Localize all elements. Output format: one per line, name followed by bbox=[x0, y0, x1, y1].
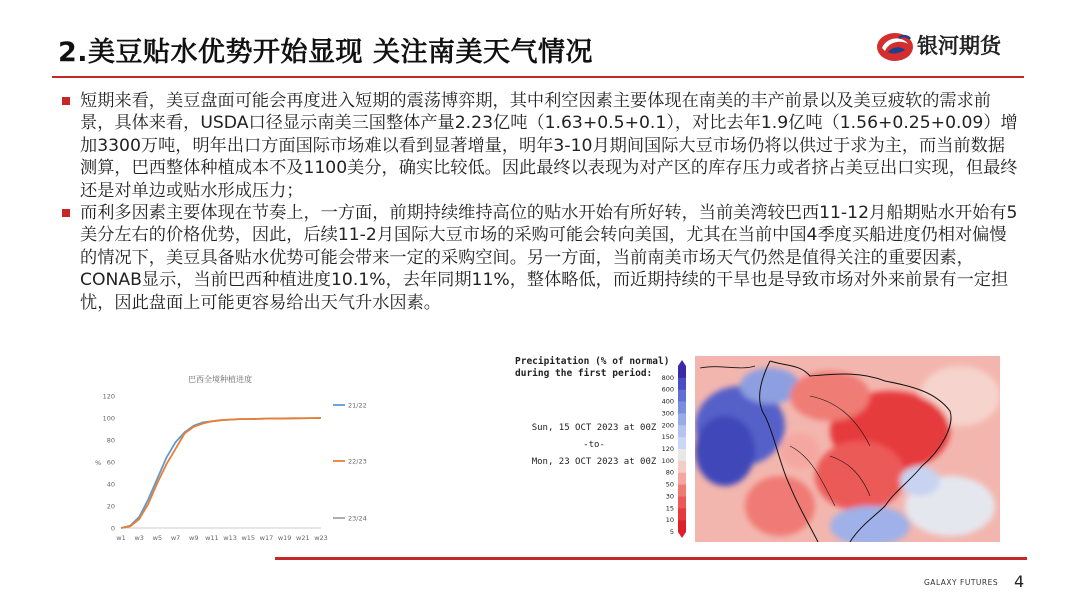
colorbar-tick: 150 bbox=[661, 433, 674, 442]
footer-brand: GALAXY FUTURES bbox=[924, 578, 999, 587]
body-text bbox=[62, 90, 1022, 314]
company-logo bbox=[875, 26, 1045, 66]
x-tick-label: w9 bbox=[189, 534, 199, 542]
period-end: Mon, 23 OCT 2023 at 00Z bbox=[531, 457, 657, 467]
y-tick-label: 120 bbox=[102, 392, 115, 401]
colorbar-tick: 800 bbox=[661, 373, 674, 382]
colorbar-cell bbox=[678, 378, 686, 390]
x-tick-label: w19 bbox=[277, 534, 292, 542]
map-field bbox=[695, 356, 1000, 542]
colorbar-tick: 200 bbox=[661, 421, 674, 430]
colorbar-arrow-top bbox=[678, 360, 686, 366]
x-tick-label: w3 bbox=[134, 534, 144, 542]
colorbar-tick: 10 bbox=[665, 516, 674, 525]
colorbar-tick: 5 bbox=[669, 528, 674, 536]
colorbar-tick: 50 bbox=[665, 480, 674, 489]
y-tick-label: 0 bbox=[110, 524, 115, 533]
colorbar-arrow-bottom bbox=[678, 532, 686, 538]
precipitation-map bbox=[660, 356, 1000, 542]
x-tick-label: w11 bbox=[205, 534, 219, 542]
logo-text: 银河期货 bbox=[917, 34, 1001, 58]
header-divider bbox=[52, 76, 1024, 78]
legend-label: 23/24 bbox=[348, 514, 367, 523]
colorbar-cell bbox=[678, 449, 686, 461]
colorbar-cell bbox=[678, 366, 686, 378]
paragraph-1-text: 短期来看，美豆盘面可能会再度进入短期的震荡博弈期，其中利空因素主要体现在南美的丰产前景以及美豆疲软的需求前景，具体来看，USDA口径显示南美三国整体产量2.23亿吨（1.63+0.5+0.1），对比去年1.9亿吨（1.56+0.25+0.09）增加3300万吨，明年出口方面国际市场难以看到显著增量，明年3-10月期间国际大豆市场仍将以供过于求为主，而当前数据测算，巴西整体种植成本不及1100美分，确实比较低。因此最终以表现为对产区的库存压力或者挤占美豆出口实现，但最终还是对单边或贴水形成压力； bbox=[80, 91, 1018, 201]
series-line-21-22 bbox=[121, 418, 321, 528]
page-number: 4 bbox=[1014, 572, 1025, 591]
colorbar-cell bbox=[678, 508, 686, 520]
x-tick-label: w17 bbox=[259, 534, 274, 542]
x-tick-label: w23 bbox=[314, 534, 328, 542]
colorbar-cell bbox=[678, 485, 686, 497]
y-axis-label: % bbox=[95, 459, 102, 467]
square-bullet-icon bbox=[62, 209, 70, 217]
period-separator: -to- bbox=[583, 440, 605, 450]
y-tick-label: 60 bbox=[106, 458, 115, 467]
footer-divider bbox=[275, 557, 1027, 560]
paragraph-1 bbox=[62, 90, 1022, 202]
chart-title: 巴西全境种植进度 bbox=[188, 375, 252, 384]
colorbar-tick: 15 bbox=[665, 504, 674, 513]
y-tick-label: 20 bbox=[106, 502, 115, 511]
colorbar-tick: 30 bbox=[665, 492, 674, 501]
x-tick-label: w7 bbox=[170, 534, 181, 542]
colorbar-tick: 600 bbox=[661, 385, 674, 394]
colorbar-tick: 120 bbox=[661, 445, 674, 453]
x-tick-label: w13 bbox=[223, 534, 237, 542]
paragraph-2 bbox=[62, 202, 1022, 314]
colorbar-cell bbox=[678, 425, 686, 437]
colorbar-cell bbox=[678, 473, 686, 485]
colorbar-cell bbox=[678, 461, 686, 473]
page-title: 2.美豆贴水优势开始显现 关注南美天气情况 bbox=[58, 37, 593, 68]
x-tick-label: w15 bbox=[241, 534, 256, 542]
colorbar-cell bbox=[678, 413, 686, 425]
planting-progress-chart bbox=[95, 368, 385, 548]
colorbar-cell bbox=[678, 520, 686, 532]
square-bullet-icon bbox=[62, 97, 70, 105]
colorbar-cell bbox=[678, 437, 686, 449]
galaxy-logo-icon bbox=[875, 26, 915, 66]
map-title-text: Precipitation (% of normal) during the first period: bbox=[515, 356, 670, 379]
colorbar-cell bbox=[678, 402, 686, 414]
colorbar-tick: 80 bbox=[665, 468, 674, 477]
colorbar-legend bbox=[662, 360, 686, 538]
legend-label: 21/22 bbox=[348, 401, 367, 410]
colorbar-tick: 300 bbox=[661, 409, 674, 418]
y-tick-label: 80 bbox=[106, 436, 115, 445]
series-line-22-23 bbox=[121, 418, 321, 528]
colorbar-tick: 400 bbox=[661, 397, 674, 406]
colorbar-cell bbox=[678, 496, 686, 508]
y-tick-label: 100 bbox=[102, 414, 115, 423]
x-tick-label: w5 bbox=[152, 534, 163, 542]
colorbar-tick: 100 bbox=[661, 456, 674, 465]
period-start: Sun, 15 OCT 2023 at 00Z bbox=[531, 423, 657, 433]
legend-label: 22/23 bbox=[348, 457, 367, 466]
x-tick-label: w1 bbox=[116, 534, 126, 542]
paragraph-2-text: 而利多因素主要体现在节奏上，一方面，前期持续维持高位的贴水开始有所好转，当前美湾较巴西11-12月船期贴水开始有5美分左右的价格优势，因此，后续11-2月国际大豆市场的采购可能会转向美国，尤其在当前中国4季度买船进度仍相对偏慢的情况下，美豆具备贴水优势可能会带来一定的采购空间。另一方面，当前南美市场天气仍然是值得关注的重要因素，CONAB显示，当前巴西种植进度10.1%，去年同期11%，整体略低，而近期持续的干旱也是导致市场对外来前景有一定担忧，因此盘面上可能更容易给出天气升水因素。 bbox=[80, 203, 1018, 313]
colorbar-cell bbox=[678, 390, 686, 402]
x-tick-label: w21 bbox=[296, 534, 310, 542]
y-tick-label: 40 bbox=[106, 480, 115, 489]
